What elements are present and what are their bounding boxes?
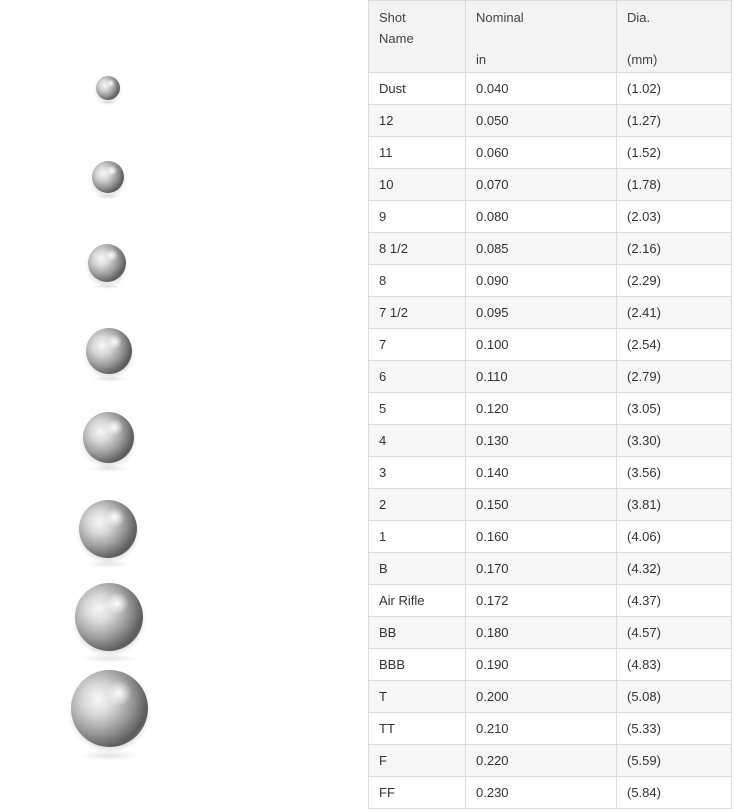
- nominal-inch-cell: 0.080: [466, 201, 617, 233]
- shot-name-cell: [369, 745, 466, 777]
- table-row: [369, 489, 732, 521]
- shot-name-cell: [369, 73, 466, 105]
- diameter-mm-cell: (4.06): [617, 521, 732, 553]
- shot-name: Air Rifle: [379, 593, 425, 608]
- shot-name: 1: [379, 529, 387, 544]
- shot-name-cell: [369, 681, 466, 713]
- diameter-mm-cell: (3.30): [617, 425, 732, 457]
- diameter-mm-cell: (5.08): [617, 681, 732, 713]
- nominal-inch-cell: 0.172: [466, 585, 617, 617]
- nominal-inch-cell: 0.160: [466, 521, 617, 553]
- shot-name: 10: [379, 177, 394, 192]
- shot-name-cell: [369, 393, 466, 425]
- nominal-inch-cell: 0.140: [466, 457, 617, 489]
- diameter-mm-cell: (4.83): [617, 649, 732, 681]
- nominal-inch-cell: 0.200: [466, 681, 617, 713]
- nominal-inch-cell: 0.190: [466, 649, 617, 681]
- table-row: [369, 105, 732, 137]
- table-row: [369, 585, 732, 617]
- shot-name-cell: [369, 521, 466, 553]
- diameter-mm-cell: (5.33): [617, 713, 732, 745]
- nominal-inch-cell: 0.090: [466, 265, 617, 297]
- shot-name-cell: [369, 649, 466, 681]
- shot-name-cell: [369, 713, 466, 745]
- table-row: [369, 425, 732, 457]
- diameter-mm-cell: (4.37): [617, 585, 732, 617]
- diameter-mm-cell: (2.16): [617, 233, 732, 265]
- nominal-inch-cell: 0.040: [466, 73, 617, 105]
- diameter-mm-cell: (5.59): [617, 745, 732, 777]
- shot-name-cell: [369, 329, 466, 361]
- shot-name-cell: [369, 489, 466, 521]
- header-shot-label: Shot: [379, 10, 406, 25]
- shot-ball-image: [92, 161, 124, 193]
- shot-name: 7: [379, 305, 387, 320]
- nominal-inch-cell: 0.170: [466, 553, 617, 585]
- table-row: [369, 329, 732, 361]
- header-nominal-label: Nominal: [476, 10, 524, 25]
- table-row: [369, 201, 732, 233]
- nominal-inch-cell: 0.210: [466, 713, 617, 745]
- table-row: [369, 169, 732, 201]
- diameter-mm-cell: (3.56): [617, 457, 732, 489]
- shot-name: B: [379, 561, 388, 576]
- table-row: [369, 649, 732, 681]
- header-dia-label: Dia.: [627, 10, 651, 25]
- header-mm-unit: (mm): [627, 52, 658, 67]
- diameter-mm-cell: (1.02): [617, 73, 732, 105]
- table-row: [369, 457, 732, 489]
- shot-name: 6: [379, 369, 387, 384]
- diameter-mm-cell: (2.41): [617, 297, 732, 329]
- nominal-inch-cell: 0.220: [466, 745, 617, 777]
- shot-name-cell: [369, 137, 466, 169]
- shot-name-cell: [369, 425, 466, 457]
- table-row: [369, 521, 732, 553]
- table-header-row: [369, 1, 732, 73]
- table-row: [369, 393, 732, 425]
- nominal-inch-cell: 0.050: [466, 105, 617, 137]
- nominal-inch-cell: 0.070: [466, 169, 617, 201]
- diameter-mm-cell: (1.27): [617, 105, 732, 137]
- shot-name: 4: [379, 433, 387, 448]
- shot-name: 8: [379, 273, 387, 288]
- diameter-mm-cell: (5.84): [617, 777, 732, 809]
- diameter-mm-cell: (3.05): [617, 393, 732, 425]
- nominal-inch-cell: 0.095: [466, 297, 617, 329]
- table-row: [369, 137, 732, 169]
- shot-ball-image: [75, 583, 143, 651]
- shot-ball-image: [71, 670, 148, 747]
- nominal-inch-cell: 0.230: [466, 777, 617, 809]
- diameter-mm-cell: (2.79): [617, 361, 732, 393]
- diameter-mm-cell: (4.32): [617, 553, 732, 585]
- nominal-inch-cell: 0.110: [466, 361, 617, 393]
- table-row: [369, 617, 732, 649]
- shot-name-cell: [369, 265, 466, 297]
- nominal-inch-cell: 0.150: [466, 489, 617, 521]
- table-row: [369, 73, 732, 105]
- header-shot-name: [369, 1, 466, 73]
- shot-ball-image: [83, 412, 134, 463]
- diameter-mm-cell: (1.52): [617, 137, 732, 169]
- shot-name-fraction: 1/2: [386, 241, 408, 256]
- shot-name-cell: [369, 201, 466, 233]
- nominal-inch-cell: 0.100: [466, 329, 617, 361]
- diameter-mm-cell: (3.81): [617, 489, 732, 521]
- shot-name-cell: [369, 777, 466, 809]
- shot-name: BB: [379, 625, 397, 640]
- shot-name: 8: [379, 241, 387, 256]
- shot-name-cell: [369, 233, 466, 265]
- shot-name-fraction: 1/2: [386, 305, 408, 320]
- header-inch-unit: in: [476, 52, 487, 67]
- shot-name: 11: [379, 145, 393, 160]
- table-row: [369, 297, 732, 329]
- shot-name: FF: [379, 785, 395, 800]
- shot-name: 7: [379, 337, 387, 352]
- nominal-inch-cell: 0.180: [466, 617, 617, 649]
- shot-name-cell: [369, 457, 466, 489]
- shot-name: TT: [379, 721, 395, 736]
- table-row: [369, 265, 732, 297]
- shot-size-table: [368, 0, 732, 809]
- shot-name: BBB: [379, 657, 406, 672]
- shot-name: 3: [379, 465, 387, 480]
- shot-name: T: [379, 689, 387, 704]
- shot-name: Dust: [379, 81, 406, 96]
- shot-name: 2: [379, 497, 387, 512]
- shot-name-cell: [369, 169, 466, 201]
- diameter-mm-cell: (4.57): [617, 617, 732, 649]
- nominal-inch-cell: 0.130: [466, 425, 617, 457]
- header-name-label: Name: [379, 31, 414, 46]
- table-row: [369, 745, 732, 777]
- table-row: [369, 233, 732, 265]
- nominal-inch-cell: 0.120: [466, 393, 617, 425]
- shot-ball-image: [96, 76, 120, 100]
- shot-name: F: [379, 753, 387, 768]
- shot-name-cell: [369, 361, 466, 393]
- diameter-mm-cell: (1.78): [617, 169, 732, 201]
- header-diameter: [617, 1, 732, 73]
- table-row: [369, 777, 732, 809]
- shot-name-cell: [369, 105, 466, 137]
- nominal-inch-cell: 0.085: [466, 233, 617, 265]
- shot-name-cell: [369, 297, 466, 329]
- shot-name: 9: [379, 209, 387, 224]
- shot-ball-image: [79, 500, 137, 558]
- nominal-inch-cell: 0.060: [466, 137, 617, 169]
- shot-name: 12: [379, 113, 394, 128]
- diameter-mm-cell: (2.03): [617, 201, 732, 233]
- diameter-mm-cell: (2.29): [617, 265, 732, 297]
- shot-name: 5: [379, 401, 387, 416]
- table-row: [369, 361, 732, 393]
- shot-ball-image: [88, 244, 126, 282]
- table-row: [369, 713, 732, 745]
- table-row: [369, 553, 732, 585]
- table-row: [369, 681, 732, 713]
- shot-name-cell: [369, 617, 466, 649]
- shot-name-cell: [369, 553, 466, 585]
- shot-name-cell: [369, 585, 466, 617]
- shot-ball-image: [86, 328, 132, 374]
- header-nominal: [466, 1, 617, 73]
- diameter-mm-cell: (2.54): [617, 329, 732, 361]
